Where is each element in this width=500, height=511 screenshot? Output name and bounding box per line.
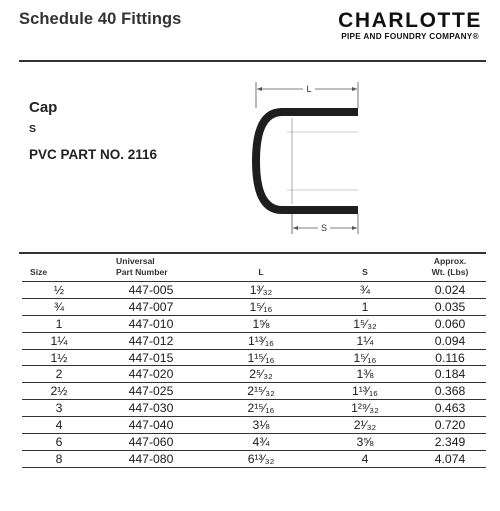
cell-weight: 4.074	[414, 450, 486, 467]
cell-size: 1	[22, 315, 96, 332]
dimension-s-arrow-right	[352, 226, 357, 230]
brand-subtitle: PIPE AND FOUNDRY COMPANY®	[341, 32, 479, 41]
cell-l: 1¹⁵⁄₁₆	[206, 349, 316, 366]
cell-weight: 0.720	[414, 417, 486, 434]
cell-l: 1⁵⁄₁₆	[206, 298, 316, 315]
cell-size: 1¼	[22, 332, 96, 349]
cell-s: 1⅜	[316, 366, 414, 383]
cell-weight: 0.035	[414, 298, 486, 315]
cell-size: 1½	[22, 349, 96, 366]
table-row	[22, 332, 486, 349]
header-divider	[19, 60, 486, 62]
cell-part-number: 447-010	[96, 315, 206, 332]
header-weight: Approx. Wt. (Lbs)	[414, 256, 486, 282]
cell-s: 2¹⁄₃₂	[316, 417, 414, 434]
cell-size: 2½	[22, 383, 96, 400]
cell-size: 2	[22, 366, 96, 383]
table-row	[22, 298, 486, 315]
cell-l: 1³⁄₃₂	[206, 282, 316, 299]
cell-weight: 0.463	[414, 400, 486, 417]
dimension-s-arrow-left	[293, 226, 298, 230]
cell-l: 2¹⁵⁄₁₆	[206, 400, 316, 417]
cell-part-number: 447-012	[96, 332, 206, 349]
cell-s: 1¹³⁄₁₆	[316, 383, 414, 400]
cell-s: 1²⁹⁄₃₂	[316, 400, 414, 417]
cell-l: 2¹⁵⁄₃₂	[206, 383, 316, 400]
cell-weight: 0.184	[414, 366, 486, 383]
dimension-s-label: S	[320, 223, 328, 233]
dimension-l-arrow-left	[257, 87, 262, 91]
cell-l: 2⁵⁄₃₂	[206, 366, 316, 383]
cell-part-number: 447-005	[96, 282, 206, 299]
page-title: Schedule 40 Fittings	[19, 10, 182, 28]
table-row	[22, 315, 486, 332]
header-size: Size	[22, 256, 96, 282]
dimension-l-arrow-right	[352, 87, 357, 91]
product-code: S	[29, 123, 37, 135]
cell-s: 1	[316, 298, 414, 315]
brand-name: CHARLOTTE	[338, 9, 482, 32]
brand-logo	[338, 10, 482, 41]
cell-size: ½	[22, 282, 96, 299]
cell-part-number: 447-015	[96, 349, 206, 366]
cell-weight: 0.368	[414, 383, 486, 400]
cell-s: ¾	[316, 282, 414, 299]
table-row	[22, 366, 486, 383]
cell-weight: 0.024	[414, 282, 486, 299]
table-divider	[19, 252, 486, 254]
cap-body	[252, 108, 358, 214]
cell-part-number: 447-060	[96, 434, 206, 451]
cell-s: 3⅝	[316, 434, 414, 451]
cell-l: 3⅛	[206, 417, 316, 434]
cell-part-number: 447-080	[96, 450, 206, 467]
product-name: Cap	[29, 99, 58, 116]
cell-part-number: 447-025	[96, 383, 206, 400]
part-number: PVC PART NO. 2116	[29, 147, 158, 162]
table-row	[22, 450, 486, 467]
cell-l: 6¹³⁄₃₂	[206, 450, 316, 467]
cell-s: 4	[316, 450, 414, 467]
cell-weight: 2.349	[414, 434, 486, 451]
cell-size: 8	[22, 450, 96, 467]
cell-weight: 0.060	[414, 315, 486, 332]
cell-l: 1¹³⁄₁₆	[206, 332, 316, 349]
cell-s: 1⁵⁄₃₂	[316, 315, 414, 332]
cell-size: 6	[22, 434, 96, 451]
cell-weight: 0.116	[414, 349, 486, 366]
header-part-number: Universal Part Number	[96, 256, 206, 282]
table-row	[22, 349, 486, 366]
cell-s: 1¼	[316, 332, 414, 349]
header-l: L	[206, 256, 316, 282]
cell-part-number: 447-040	[96, 417, 206, 434]
cell-l: 4¾	[206, 434, 316, 451]
table-row	[22, 383, 486, 400]
cell-part-number: 447-030	[96, 400, 206, 417]
cell-part-number: 447-007	[96, 298, 206, 315]
table-row	[22, 417, 486, 434]
cell-part-number: 447-020	[96, 366, 206, 383]
cell-s: 1⁵⁄₁₆	[316, 349, 414, 366]
cell-l: 1⅝	[206, 315, 316, 332]
table-header-row	[22, 256, 486, 282]
cap-diagram	[240, 82, 370, 237]
table-row	[22, 434, 486, 451]
table-row	[22, 282, 486, 299]
header-s: S	[316, 256, 414, 282]
dimensions-table	[22, 256, 486, 468]
cell-size: ¾	[22, 298, 96, 315]
cell-size: 3	[22, 400, 96, 417]
table-body	[22, 282, 486, 468]
cell-weight: 0.094	[414, 332, 486, 349]
dimension-l-label: L	[306, 84, 312, 94]
cell-size: 4	[22, 417, 96, 434]
table-row	[22, 400, 486, 417]
